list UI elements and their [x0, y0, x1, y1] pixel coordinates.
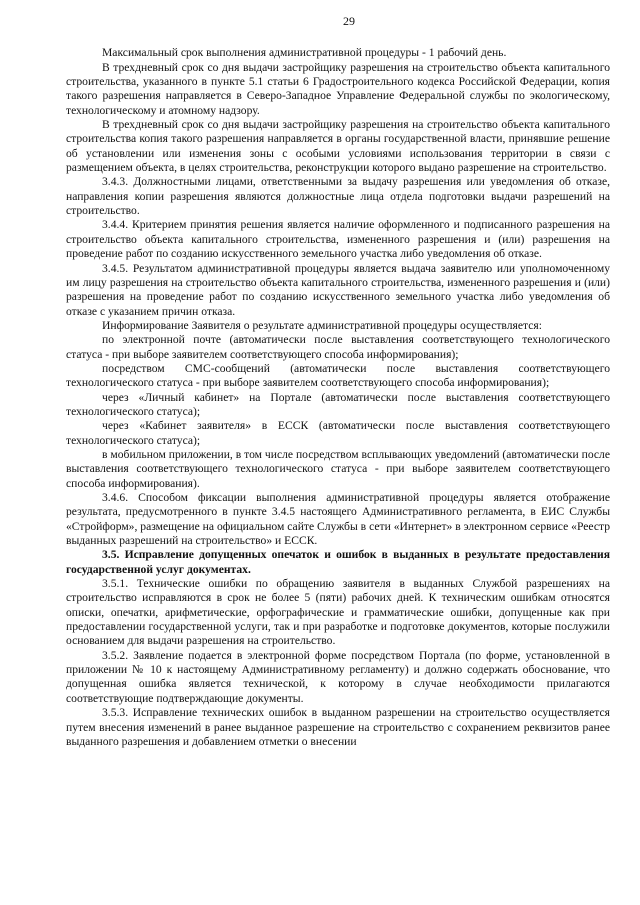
paragraph-copy-authorities: В трехдневный срок со дня выдачи застройщику разрешения на строительство объекта капитального строительства копия такого разрешения направляется в органы государственной власти, принявшие решение об установлении или изменения зоны с особыми условиями использования территории в связи с размещением объекта, в целях строительства, реконструкции которого выдано разрешение на строительство.	[66, 118, 610, 175]
paragraph-informing-intro: Информирование Заявителя о результате административной процедуры осуществляется:	[102, 318, 542, 332]
page-number: 29	[343, 14, 355, 28]
paragraph-informing-portal: через «Личный кабинет» на Портале (автоматически после выставления соответствующего технологического статуса);	[66, 390, 610, 418]
paragraph-3-4-6: 3.4.6. Способом фиксации выполнения административной процедуры является отображение результата, предусмотренного в пункте 3.4.5 настоящего Административного регламента, в ЕИС Службы «Стройформ», размещение на официальном сайте Службы в сети «Интернет» в электронном сервисе «Реестр выданных разрешений на строительство» и ЕССК.	[66, 491, 610, 548]
paragraph-3-5-3: 3.5.3. Исправление технических ошибок в выданном разрешении на строительство осуществляется путем внесения изменений в ранее выданное разрешение на строительство с сохранением реквизитов ранее выданного разрешения и добавлением отметки о внесении	[66, 706, 610, 748]
paragraph-3-4-5: 3.4.5. Результатом административной процедуры является выдача заявителю или уполномоченному им лицу разрешения на строительство объекта капитального строительства, измененного разрешения и (или) разрешения на проведение работ по созданию искусственного земельного участка либо уведомления об отказе с указанием причин отказа.	[66, 261, 610, 318]
paragraph-informing-mobile: в мобильном приложении, в том числе посредством всплывающих уведомлений (автоматически после выставления соответствующего технологического статуса - при выборе заявителем соответствующего способа информирования).	[66, 447, 610, 490]
paragraph-informing-essk: через «Кабинет заявителя» в ЕССК (автоматически после выставления соответствующего технологического статуса);	[66, 419, 610, 447]
paragraph-copy-rostekhnadzor: В трехдневный срок со дня выдачи застройщику разрешения на строительство объекта капитального строительства, указанного в пункте 5.1 статьи 6 Градостроительного кодекса Российской Федерации, копия такого разрешения направляется в Северо-Западное Управление Федеральной службы по экологическому, технологическому и атомному надзору.	[66, 60, 610, 117]
paragraph-3-5-1: 3.5.1. Технические ошибки по обращению заявителя в выданных Службой разрешениях на строительство исправляются в срок не более 5 (пяти) рабочих дней. К техническим ошибкам относятся описки, опечатки, арифметические, орфографические и грамматические ошибки, допущенные как при предоставлении государственной услуги, так и при разработке и подготовке документов, которые послужили основанием для выдачи разрешения на строительство.	[66, 577, 610, 648]
paragraph-3-5-2: 3.5.2. Заявление подается в электронной форме посредством Портала (по форме, установленной в приложении № 10 к настоящему Административному регламенту) и должно содержать обоснование, что допущенная ошибка является технической, к которому в случае необходимости прилагаются соответствующие подтверждающие документы.	[66, 648, 610, 705]
paragraph-informing-sms: посредством СМС-сообщений (автоматически после выставления соответствующего технологического статуса - при выборе заявителем соответствующего способа информирования);	[66, 361, 610, 390]
section-heading-3-5: 3.5. Исправление допущенных опечаток и ошибок в выданных в результате предоставления государственной услуг документах.	[66, 548, 610, 576]
paragraph-3-4-3: 3.4.3. Должностными лицами, ответственными за выдачу разрешения или уведомления об отказе, направления копии разрешения являются должностные лица отдела подготовки выдачи разрешений на строительство.	[66, 175, 610, 218]
paragraph-informing-email: по электронной почте (автоматически после выставления соответствующего технологического статуса - при выборе заявителем соответствующего способа информирования);	[66, 333, 610, 361]
paragraph-3-4-4: 3.4.4. Критерием принятия решения является наличие оформленного и подписанного разрешения на строительство объекта капитального строительства, измененного разрешения и (или) разрешения на проведение работ по созданию искусственного земельного участка либо уведомления об отказе.	[66, 218, 610, 261]
paragraph-max-duration: Максимальный срок выполнения административной процедуры - 1 рабочий день.	[102, 46, 507, 60]
